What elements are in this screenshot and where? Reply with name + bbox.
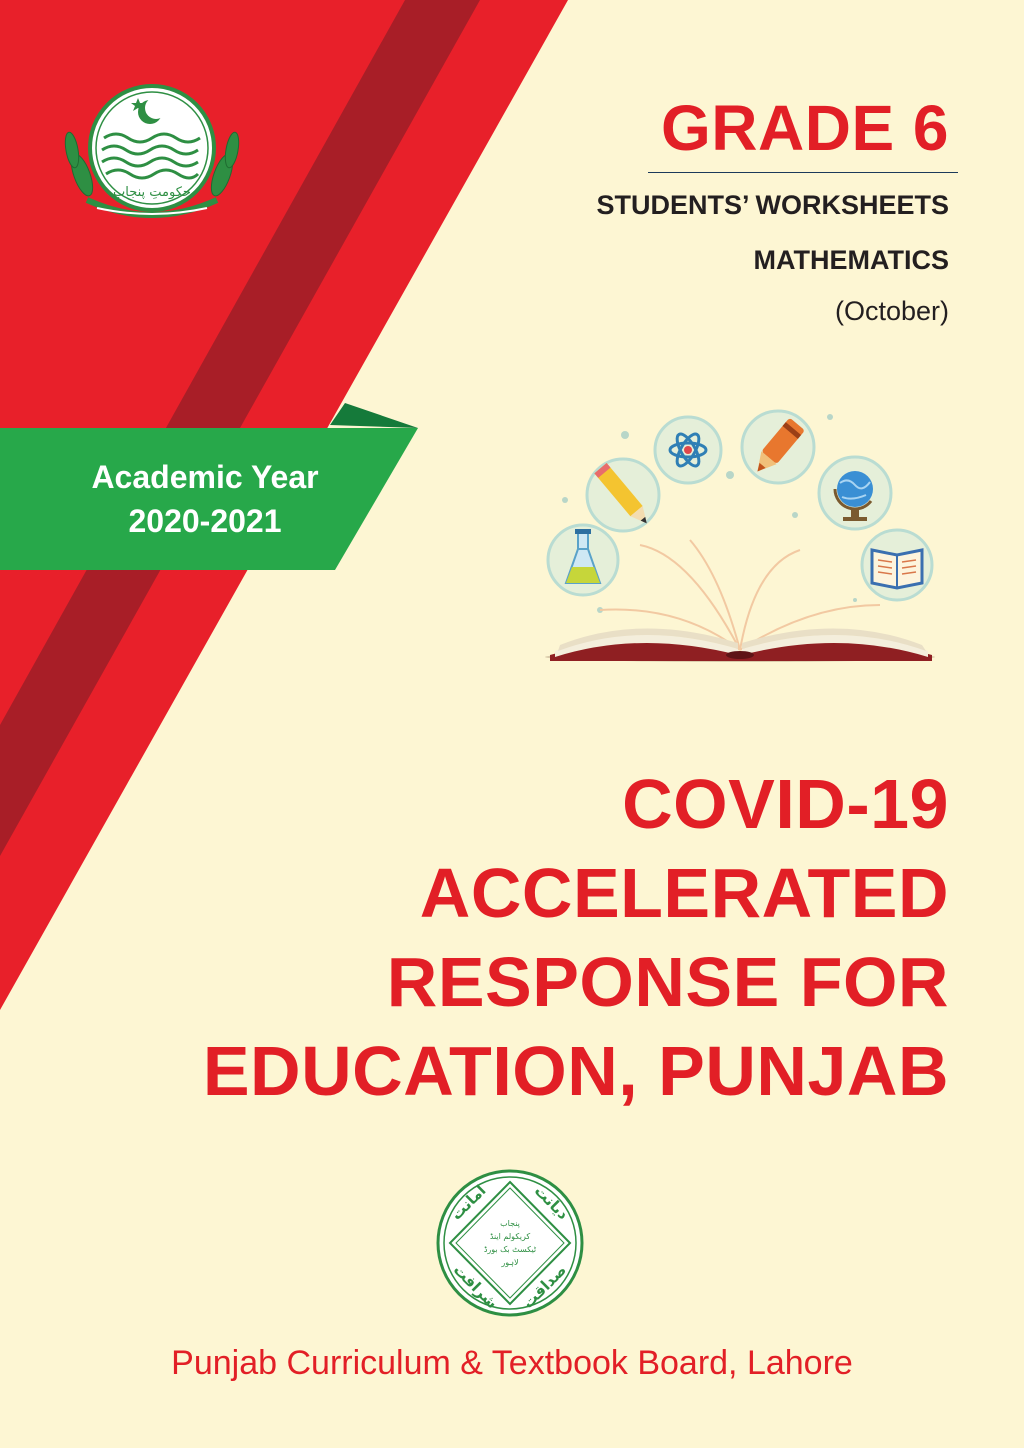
board-seal-line: کریکولم اینڈ: [489, 1232, 531, 1241]
grade-title: GRADE 6: [661, 92, 949, 164]
subject-label: MATHEMATICS: [753, 245, 949, 275]
headline-line: EDUCATION, PUNJAB: [202, 1032, 949, 1110]
academic-year-ribbon: [0, 455, 410, 543]
education-illustration: [540, 405, 940, 670]
board-seal-word: دیانت: [530, 1181, 573, 1224]
government-of-punjab-seal: [52, 80, 252, 230]
board-seal-line: ٹیکسٹ بک بورڈ: [483, 1245, 537, 1254]
title-divider: [648, 172, 958, 173]
month-label: (October): [834, 296, 949, 326]
board-seal-word: صداقت: [519, 1261, 570, 1312]
headline-line: COVID-19: [622, 765, 949, 843]
headline-line: ACCELERATED: [419, 854, 949, 932]
book-icon: [872, 550, 922, 588]
government-seal-text: حکومتِ پنجاب: [113, 185, 191, 200]
textbook-board-seal: [430, 1168, 590, 1318]
board-seal-word: امانت: [447, 1181, 490, 1224]
academic-year-value: 2020-2021: [128, 503, 282, 539]
headline: [203, 760, 949, 1116]
board-seal-line: لاہور: [501, 1258, 519, 1267]
green-ribbon-fold: [330, 403, 418, 428]
academic-year-label: Academic Year: [91, 459, 319, 495]
headline-line: RESPONSE FOR: [386, 943, 949, 1021]
board-seal-word: شرافت: [449, 1260, 502, 1313]
publisher-name: Punjab Curriculum & Textbook Board, Lahore: [171, 1344, 853, 1382]
worksheets-label: STUDENTS’ WORKSHEETS: [596, 190, 949, 220]
board-seal-line: پنجاب: [500, 1219, 520, 1228]
